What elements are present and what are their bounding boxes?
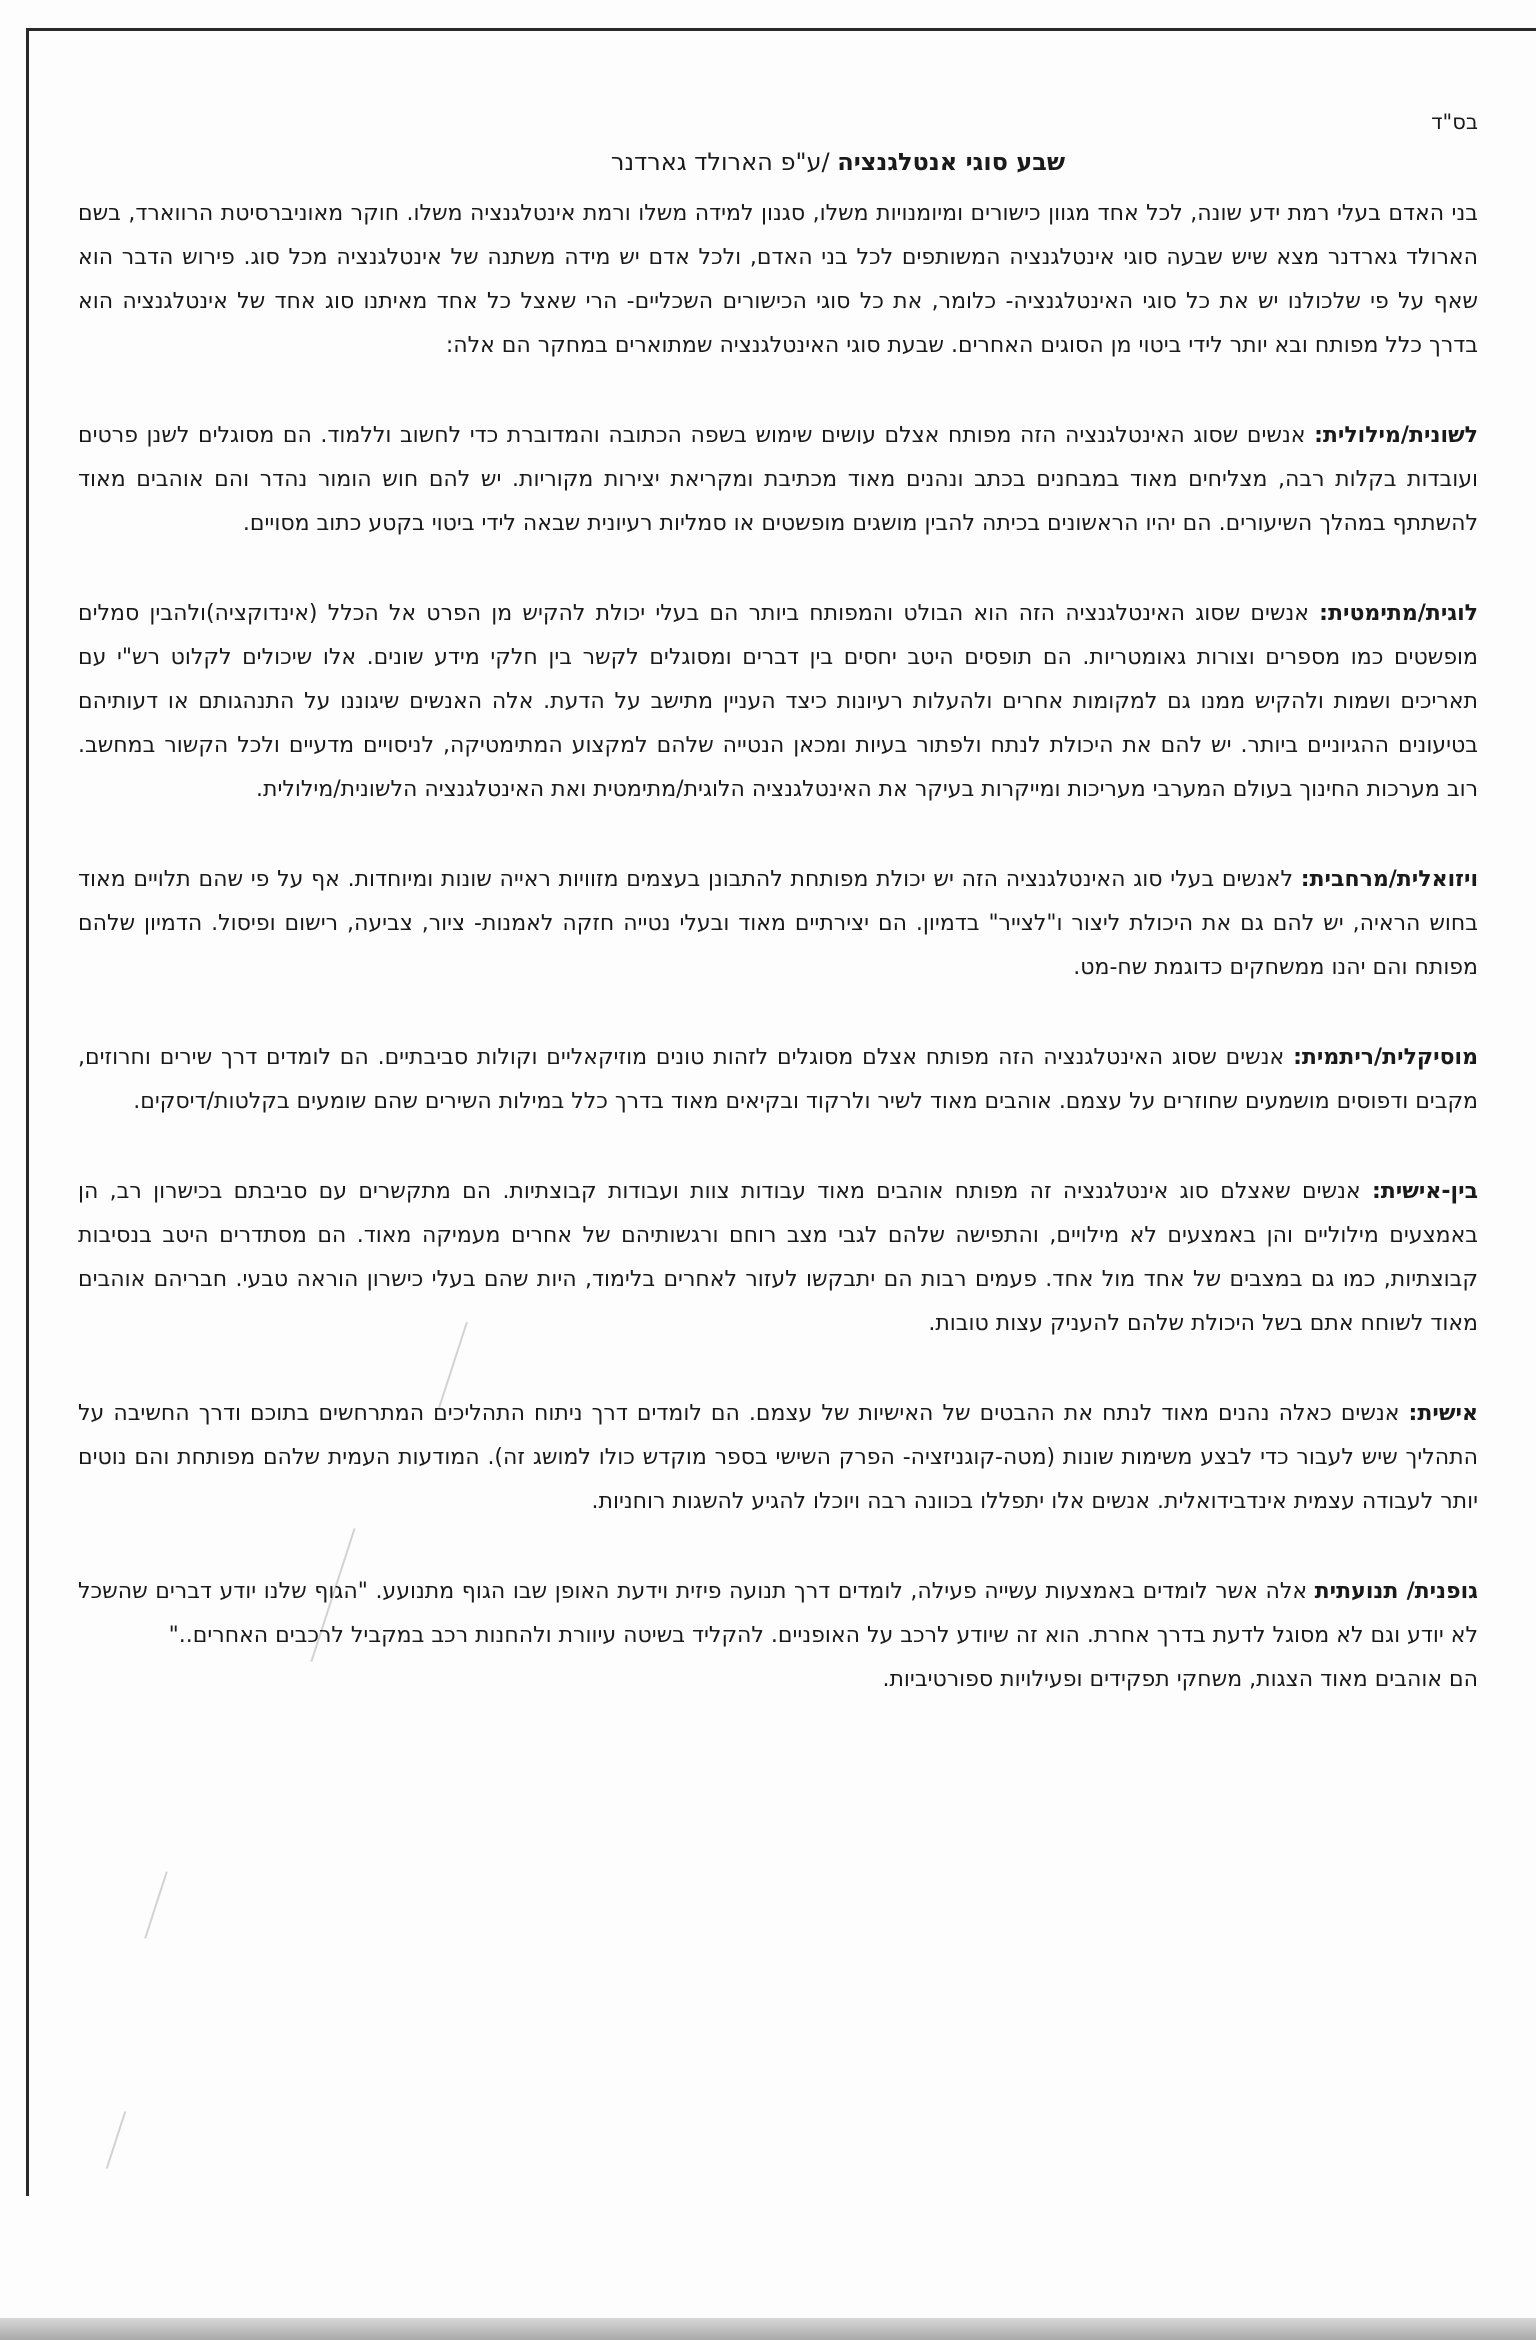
section-visual-term: ויזואלית/מרחבית: [1300, 867, 1478, 892]
section-bodily [78, 1570, 1478, 1658]
section-intrapersonal-term: אישית: [1408, 1401, 1478, 1426]
page-frame-top-border [26, 28, 1536, 31]
document-title-main: שבע סוגי אנטלגנציה [837, 148, 1066, 176]
section-logical-term: לוגית/מתימטית: [1319, 601, 1478, 626]
document-title [78, 148, 1478, 176]
intro-paragraph [78, 192, 1478, 368]
section-bodily-text: אלה אשר לומדים באמצעות עשייה פעילה, לומדים דרך תנועה פיזית וידעת האופן שבו הגוף מתנועע. "הגוף שלנו יודע דברים שהשכל לא יודע וגם לא מסוגל לדעת בדרך אחרת. הוא זה שיודע לרכב על האופניים. להקליד בשיטה עיוורת ולהחנות רכב במקביל לרכבים האחרים.." [78, 1579, 1478, 1648]
intro-paragraph-text: בני האדם בעלי רמת ידע שונה, לכל אחד מגוון כישורים ומיומנויות משלו, סגנון למידה משלו ורמת אינטלגנציה משלו. חוקר מאוניברסיטת הרווארד, בשם הארולד גארדנר מצא שיש שבעה סוגי אינטלגנציה המשותפים לכל בני האדם, ולכל אדם יש מידה משתנה של אינטלגנציה מכל סוג. פירוש הדבר הוא שאף על פי שלכולנו יש את כל סוגי האינטלגנציה- כלומר, את כל סוגי הכישורים השכליים- הרי שאצל כל אחד מאיתנו סוג אחד של אינטלגנציה הוא בדרך כלל מפותח ובא יותר לידי ביטוי מן הסוגים האחרים. שבעת סוגי האינטלגנציה שמתוארים במחקר הם אלה: [78, 201, 1478, 358]
section-visual-text: לאנשים בעלי סוג האינטלגנציה הזה יש יכולת מפותחת להתבונן בעצמים מזוויות ראייה שונות ומיוחדות. אף על פי שהם תלויים מאוד בחוש הראיה, יש להם גם את היכולת ליצור ו"לצייר" בדמיון. הם יצירתיים מאוד ובעלי נטייה חזקה לאמנות- ציור, צביעה, רישום ופיסול. הדמיון שלהם מפותח והם יהנו ממשחקים כדוגמת שח-מט. [78, 867, 1478, 980]
section-intrapersonal-text: אנשים כאלה נהנים מאוד לנתח את ההבטים של האישיות של עצמם. הם לומדים דרך ניתוח התהליכים המתרחשים בתוכם ודרך החשיבה על התהליך שיש לעבור כדי לבצע משימות שונות (מטה-קוגניזציה- הפרק השישי בספר מוקדש כולו למושג זה). המודעות העמית שלהם מפותחת והם נוטים יותר לעבודה עצמית אינדבידואלית. אנשים אלו יתפללו בכוונה רבה ויוכלו להגיע להשגות רוחניות. [78, 1401, 1478, 1514]
paper-crease-mark [144, 1871, 168, 1938]
section-linguistic [78, 414, 1478, 546]
section-musical [78, 1036, 1478, 1124]
section-interpersonal-text: אנשים שאצלם סוג אינטלגנציה זה מפותח אוהבים מאוד עבודות צוות ועבודות קבוצתיות. הם מתקשרים עם סביבתם בכישרון רב, הן באמצעים מילוליים והן באמצעים לא מילויים, והתפישה שלהם לגבי מצב רוחם ורגשותיהם של אחרים מעמיקה מאוד. הם מסתדרים היטב בנסיבות קבוצתיות, כמו גם במצבים של אחד מול אחד. פעמים רבות הם יתבקשו לעזור לאחרים בלימוד, היות שהם בעלי כישרון הוראה טבעי. חבריהם אוהבים מאוד לשוחח אתם בשל היכולת שלהם להעניק עצות טובות. [78, 1179, 1478, 1336]
page-frame-left-border [26, 28, 29, 2196]
paper-crease-mark [106, 2111, 126, 2169]
section-logical [78, 592, 1478, 812]
document-title-attribution: /ע"פ הארולד גארדנר [610, 148, 838, 176]
bsd-header: בס"ד [1431, 110, 1478, 134]
section-bodily-term: גופנית/ תנועתית [1314, 1579, 1478, 1604]
section-intrapersonal [78, 1392, 1478, 1524]
section-linguistic-term: לשונית/מילולית: [1314, 423, 1478, 448]
section-visual [78, 858, 1478, 990]
section-logical-text: אנשים שסוג האינטלגנציה הזה הוא הבולט והמפותח ביותר הם בעלי יכולת להקיש מן הפרט אל הכלל (אינדוקציה)ולהבין סמלים מופשטים כמו מספרים וצורות גאומטריות. הם תופסים היטב יחסים בין דברים ומסוגלים לקשר בין חלקי מידע שונים. אלו שיכולים לקלוט רש"י עם תאריכים ושמות ולהקיש ממנו גם למקומות אחרים ולהעלות רעיונות כיצד העניין מתישב על הדעת. אלה האנשים שיגוננו על התנהגותם או דעותיהם בטיעונים ההגיוניים ביותר. יש להם את היכולת לנתח ולפתור בעיות ומכאן הנטייה שלהם למקצוע המתימטיקה, לניסויים מדעיים ולכל הקשור במחשב. רוב מערכות החינוך בעולם המערבי מעריכות ומייקרות בעיקר את האינטלגנציה הלוגית/מתימטית ואת האינטלגנציה הלשונית/מילולית. [78, 601, 1478, 802]
section-interpersonal [78, 1170, 1478, 1346]
section-interpersonal-term: בין-אישית: [1371, 1179, 1478, 1204]
closing-line: הם אוהבים מאוד הצגות, משחקי תפקידים ופעילויות ספורטיביות. [882, 1667, 1478, 1692]
section-linguistic-text: אנשים שסוג האינטלגנציה הזה מפותח אצלם עושים שימוש בשפה הכתובה והמדוברת כדי לחשוב וללמוד. הם מסוגלים לשנן פרטים ועובדות בקלות רבה, מצליחים מאוד במבחנים בכתב ונהנים מאוד מכתיבת ומקריאת יצירות מקוריות. יש להם חוש הומור נהדר והם אוהבים מאוד להשתתף במהלך השיעורים. הם יהיו הראשונים בכיתה להבין מושגים מופשטים או סמליות רעיונית שבאה לידי ביטוי בקטע כתוב מסויים. [78, 423, 1478, 536]
scan-bottom-edge [0, 2318, 1536, 2340]
section-musical-text: אנשים שסוג האינטלגנציה הזה מפותח אצלם מסוגלים לזהות טונים מוזיקאליים וקולות סביבתיים. הם לומדים דרך שירים וחרוזים, מקבים ודפוסים מושמעים שחוזרים על עצמם. אוהבים מאוד לשיר ולרקוד ובקיאים מאוד בדרך כלל במילות השירים שהם שומעים בקלטות/דיסקים. [78, 1045, 1478, 1114]
document-body [78, 110, 1478, 1748]
section-musical-term: מוסיקלית/ריתמית: [1293, 1045, 1478, 1070]
